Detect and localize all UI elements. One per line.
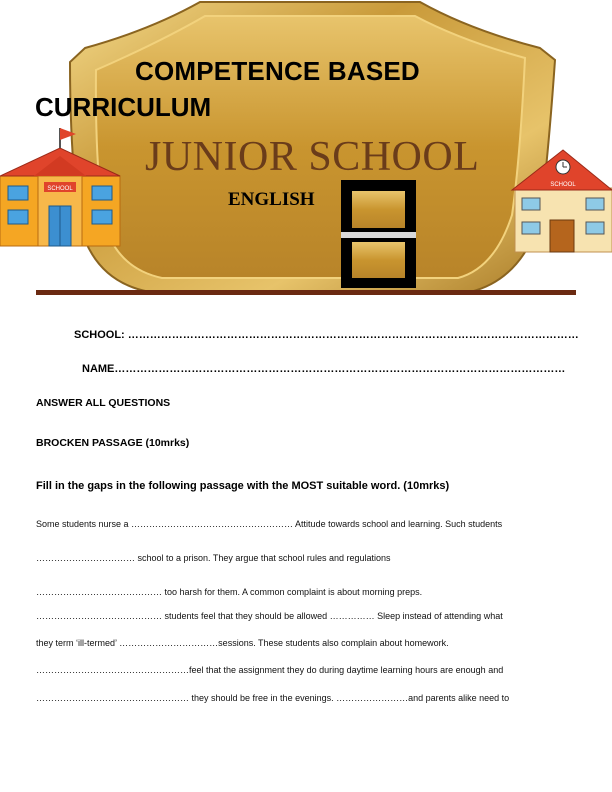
header-title-line2: CURRICULUM: [35, 92, 212, 122]
school-field[interactable]: SCHOOL: ……………………………………………………………………………………………………………: [74, 329, 579, 341]
name-field[interactable]: NAME……………………………………………………………………………………………………………: [82, 363, 566, 375]
school-sign-left: SCHOOL: [47, 186, 73, 192]
passage-line: …………………………………………… they should be free in the evenings. ……………………and parents alike need to: [36, 693, 510, 703]
passage-line: Some students nurse a ……………………………………………… Attitude towards school and learning. Such students: [36, 519, 503, 529]
school-sign-right: SCHOOL: [550, 182, 576, 188]
passage-line: …………………………… school to a prison. They argue that school rules and regulations: [36, 553, 391, 563]
passage-line: …………………………………… too harsh for them. A common complaint is about morning preps.: [36, 587, 423, 597]
school-level-title: JUNIOR SCHOOL: [145, 134, 480, 180]
passage-line: they term ‘ill-termed’ ……………………………sessions. These students also complain about homework.: [36, 638, 449, 648]
task-instruction: Fill in the gaps in the following passage with the MOST suitable word. (10mrks): [36, 480, 450, 492]
section-heading: BROCKEN PASSAGE (10mrks): [36, 437, 190, 449]
header-divider: [36, 290, 576, 295]
subject-title: ENGLISH: [228, 189, 315, 210]
passage-line: ……………………………………………feel that the assignment they do during daytime learning hours are enough and: [36, 665, 504, 675]
answer-all-instruction: ANSWER ALL QUESTIONS: [36, 397, 171, 409]
header-title-line1: COMPETENCE BASED: [135, 56, 420, 86]
passage-line: …………………………………… students feel that they should be allowed …………… Sleep instead of attending what: [36, 611, 503, 621]
grade-numeral-graphic: [341, 180, 416, 288]
